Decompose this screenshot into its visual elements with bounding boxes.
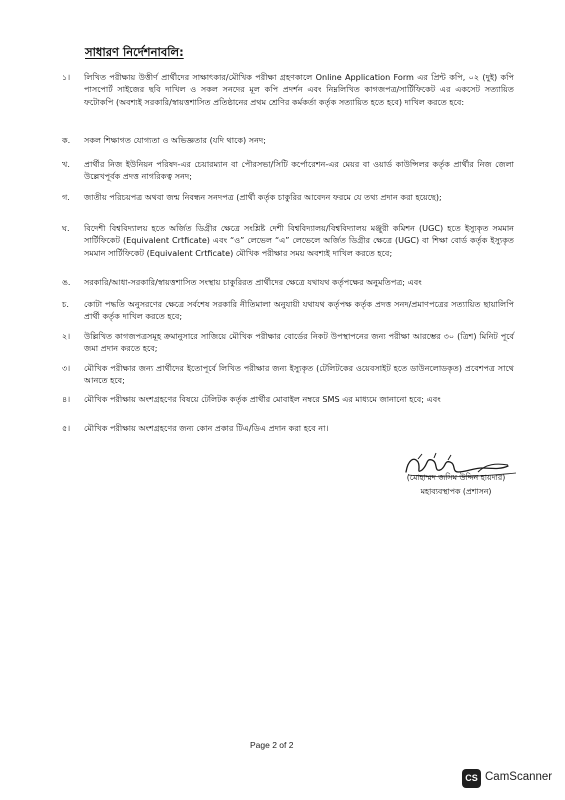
- item-text: মৌখিক পরীক্ষায় অংশগ্রহণের বিষয়ে টেলিটক কর্তৃক প্রার্থীর মোবাইল নম্বরে SMS এর মাধ্যমে জানানো হবে; এবং: [84, 394, 441, 404]
- item-text: সকল শিক্ষাগত যোগ্যতা ও অভিজ্ঞতার (যদি থাকে) সনদ;: [84, 135, 266, 145]
- item-number: গ.: [62, 192, 70, 202]
- item-text: মৌখিক পরীক্ষায় অংশগ্রহণের জন্য কোন প্রকার টিএ/ডিএ প্রদান করা হবে না।: [84, 423, 329, 433]
- item-number: ৪।: [62, 394, 71, 404]
- item-number: খ.: [62, 159, 70, 169]
- item-number: ৩।: [62, 363, 71, 373]
- item-number: ঘ.: [62, 223, 70, 233]
- item-text: প্রার্থীর নিজ ইউনিয়ন পরিষদ-এর চেয়ারম্যান বা পৌরসভা/সিটি কর্পোরেশন-এর মেয়র বা ওয়ার্ড কাউন্সিলর কর্তৃক প্রার্থীর নিজ জেলা উল্লেখপূর্বক প্রদত্ত নাগরিকত্ব সনদ;: [84, 159, 514, 182]
- signatory-name: (মোহাম্মদ জসিম উদ্দিন হায়দার): [406, 473, 506, 482]
- item-text: কোটা পদ্ধতি অনুসরণের ক্ষেত্রে সর্বশেষ সরকারি নীতিমালা অনুযায়ী যথাযথ কর্তৃপক্ষ কর্তৃক প্রদত্ত সনদ/প্রমাণপত্রের সত্যায়িত ছায়ালিপি প্রার্থী কর্তৃক দাখিল করতে হবে;: [84, 299, 514, 322]
- camscanner-logo-icon: CS: [462, 769, 481, 788]
- item-number: ২।: [62, 331, 71, 341]
- page-number: Page 2 of 2: [250, 740, 294, 750]
- signatory-title: মহাব্যবস্থাপক (প্রশাসন): [420, 487, 492, 496]
- item-number: ঙ.: [62, 277, 71, 287]
- item-text: লিখিত পরীক্ষায় উত্তীর্ণ প্রার্থীদের সাক্ষাৎকার/মৌখিক পরীক্ষা গ্রহণকালে Online Application Form এর প্রিন্ট কপি, ০২ (দুই) কপি পাসপোর্ট সাইজের ছবি দাখিল ও সকল সনদের মূল কপি প্রদর্শন এবং নিম্নলিখিত কাগজপত্র/সার্টিফিকেট এর একসেট সত্যায়িত ফটোকপি (অবশ্যই সরকারি/স্বায়ত্তশাসিত প্রতিষ্ঠানের প্রথম শ্রেণির কর্মকর্তা কর্তৃক সত্যায়িত হতে হবে) দাখিল করতে হবে:: [84, 72, 514, 107]
- item-number: চ.: [62, 299, 69, 309]
- item-number: ক.: [62, 135, 71, 145]
- item-number: ১।: [62, 72, 71, 82]
- item-text: উল্লিখিত কাগজপত্রসমূহ ক্রমানুসারে সাজিয়ে মৌখিক পরীক্ষার বোর্ডের নিকট উপস্থাপনের জন্য পরীক্ষা আরম্ভের ৩০ (ত্রিশ) মিনিট পূর্বে জমা প্রদান করতে হবে;: [84, 331, 514, 354]
- item-number: ৫।: [62, 423, 71, 433]
- item-text: বিদেশী বিশ্ববিদ্যালয় হতে অর্জিত ডিগ্রীর ক্ষেত্রে সংশ্লিষ্ট দেশী বিশ্ববিদ্যালয়/বিশ্ববিদ্যালয় মঞ্জুরী কমিশন (UGC) হতে ইস্যুকৃত সমমান সার্টিফিকেট (Equivalent Crtficate) এবং “ও” লেভেল “এ” লেভেলে অর্জিত ডিগ্রীর ক্ষেত্রে (UGC) বা শিক্ষা বোর্ড কর্তৃক ইস্যুকৃত সমমান সার্টিফিকেট (Equivalent Crtficate) মৌখিক পরীক্ষার সময় অবশ্যই দাখিল করতে হবে;: [84, 223, 514, 258]
- item-text: মৌখিক পরীক্ষার জন্য প্রার্থীদের ইতোপূর্বে লিখিত পরীক্ষার জন্য ইস্যুকৃত (টেলিটকের ওয়েবসাইট হতে ডাউনলোডকৃত) প্রবেশপত্র সাথে আনতে হবে;: [84, 363, 514, 386]
- page-heading: সাধারণ নির্দেশনাবলি:: [85, 45, 184, 59]
- camscanner-watermark: CamScanner: [485, 771, 553, 783]
- item-text: সরকারি/আধা-সরকারি/স্বায়ত্তশাসিত সংস্থায় চাকুরিরত প্রার্থীদের ক্ষেত্রে যথাযথ কর্তৃপক্ষের অনুমতিপত্র; এবং: [84, 277, 422, 287]
- item-text: জাতীয় পরিচয়পত্র অথবা জন্ম নিবন্ধন সনদপত্র (প্রার্থী কর্তৃক চাকুরির আবেদন ফরমে যে তথ্য প্রদান করা হয়েছে);: [84, 192, 442, 202]
